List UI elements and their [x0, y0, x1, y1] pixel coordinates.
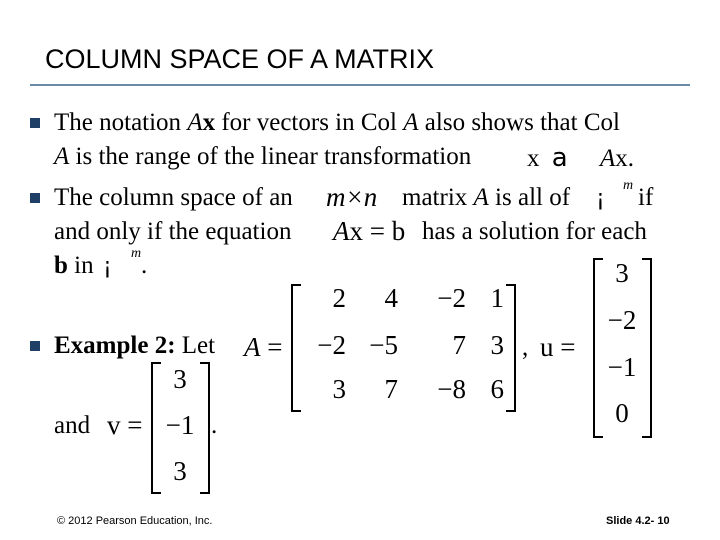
matrix-A-cell: 1 [490, 283, 504, 313]
bullet-marker-3 [30, 341, 40, 351]
bullet1-line2: A is the range of the linear transformation [54, 143, 472, 170]
R-symbol-1: ¡ [596, 186, 605, 211]
matrix-A-cell: 2 [332, 283, 346, 313]
superscript-m-2: m [131, 246, 142, 261]
matrix-A-cell: −2 [317, 330, 346, 360]
bullet2-if: if [638, 184, 654, 211]
matrix-A-right-bracket [506, 284, 516, 412]
bullet2-matrix-text: matrix A is all of [402, 184, 571, 211]
bullet2-period: . [141, 252, 148, 279]
v-period: . [211, 412, 218, 439]
matrix-A-cell: 4 [384, 283, 398, 313]
vector-v-entry: 3 [173, 456, 187, 486]
copyright-footer: © 2012 Pearson Education, Inc. [57, 515, 213, 527]
matrix-A-cell: −8 [437, 374, 466, 404]
vector-u-entry: −1 [607, 352, 637, 382]
bullet2-line2-end: has a solution for each [422, 218, 647, 245]
matrix-A-cell: −5 [369, 330, 398, 360]
u-equals: u = [540, 332, 576, 362]
bullet-marker-1 [30, 118, 40, 128]
v-equals: v = [107, 410, 143, 440]
vector-v-entry: 3 [173, 364, 187, 394]
bullet-marker-2 [30, 193, 40, 203]
bullet2-line2: and only if the equation [54, 218, 292, 245]
vector-u-entry: 0 [615, 398, 629, 428]
matrix-A-cell: 6 [490, 374, 504, 404]
transformation-mapping: x a Ax. [527, 143, 634, 173]
bullet1-line1: The notation Ax for vectors in Col A also shows that Col [54, 109, 620, 136]
A-equals: A = [244, 332, 283, 362]
example-label: Example 2: Let [54, 332, 216, 359]
matrix-A-cell: 3 [332, 374, 346, 404]
matrix-A-cell: 7 [384, 374, 398, 404]
slide-title: COLUMN SPACE OF A MATRIX [45, 44, 435, 74]
and-text: and [54, 412, 91, 439]
equation-Ax-b: Ax = b [333, 216, 406, 246]
R-symbol-2: ¡ [103, 254, 112, 279]
title-divider [30, 84, 690, 86]
matrix-A-cell: 3 [490, 330, 504, 360]
slide-number: Slide 4.2- 10 [606, 515, 670, 527]
bullet2-line1: The column space of an [54, 184, 293, 211]
comma: , [522, 334, 529, 361]
superscript-m-1: m [623, 178, 634, 193]
matrix-A-cell: 7 [452, 330, 466, 360]
vector-u-entry: 3 [615, 258, 629, 288]
matrix-A-cell: −2 [437, 283, 466, 313]
vector-u-entry: −2 [607, 305, 637, 335]
vector-v-entry: −1 [165, 410, 195, 440]
m-by-n: m×n [326, 182, 378, 212]
bullet2-line3: b in [54, 252, 94, 279]
